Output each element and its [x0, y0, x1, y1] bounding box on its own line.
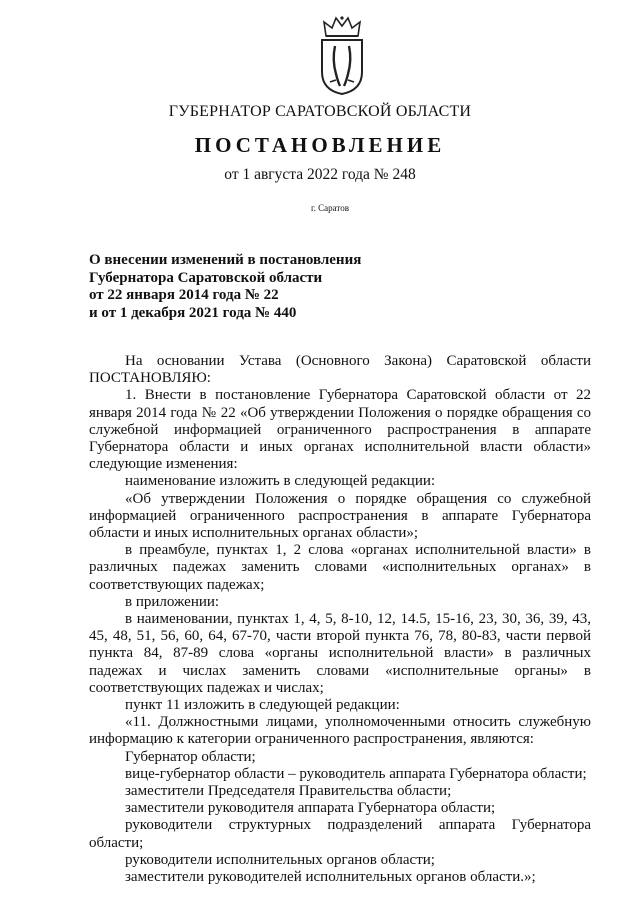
document-type: ПОСТАНОВЛЕНИЕ — [194, 133, 446, 157]
subject-line: от 22 января 2014 года № 22 — [89, 287, 279, 303]
body-paragraph: На основании Устава (Основного Закона) Саратовской области — [125, 353, 591, 369]
body-paragraph: 1. Внести в постановление Губернатора Саратовской области от 22 января 2014 года № 22 «Об утверждении Положения о порядке обращения со служебной информацией ограниченного распространения в аппарате Губернатора области и иных органах исполнительной власти области» следующие изменения: — [89, 387, 591, 473]
body-paragraph: наименование изложить в следующей редакции: — [125, 473, 436, 490]
document-city: г. Саратов — [311, 203, 349, 213]
body-paragraph: вице-губернатор области – руководитель аппарата Губернатора области; — [125, 765, 587, 782]
body-paragraph: «11. Должностными лицами, уполномоченными относить служебную информацию к категории ограниченного распространения, являются: — [89, 714, 591, 748]
subject-line: и от 1 декабря 2021 года № 440 — [89, 304, 297, 321]
body-paragraph: заместители руководителя аппарата Губернатора области; — [125, 800, 496, 817]
body-paragraph: заместители руководителей исполнительных органов области.»; — [125, 869, 536, 886]
authority-title: ГУБЕРНАТОР САРАТОВСКОЙ ОБЛАСТИ — [168, 103, 472, 120]
subject-line: Губернатора Саратовской области — [89, 269, 323, 286]
body-paragraph: пункт 11 изложить в следующей редакции: — [125, 697, 400, 714]
body-paragraph: руководители исполнительных органов области; — [125, 851, 435, 868]
body-paragraph: «Об утверждении Положения о порядке обращения со служебной информацией ограниченного распространения в аппарате Губернатора области и иных исполнительных органах области»; — [89, 490, 591, 542]
body-paragraph: в преамбуле, пунктах 1, 2 слова «органах исполнительной власти» в различных падежах заменить словами «исполнительных органах» в соответствующих падежах; — [89, 542, 591, 593]
document-date-number: от 1 августа 2022 года № 248 — [224, 166, 416, 183]
body-paragraph: руководители структурных подразделений аппарата Губернатора области; — [89, 817, 591, 851]
document-subject — [89, 252, 509, 322]
body-paragraph: ПОСТАНОВЛЯЮ: — [89, 370, 211, 387]
body-paragraph: заместители Председателя Правительства области; — [125, 783, 452, 800]
body-paragraph: в приложении: — [125, 593, 220, 610]
document-body — [89, 353, 591, 886]
body-paragraph: Губернатор области; — [125, 748, 256, 765]
saratov-coat-of-arms-icon — [316, 14, 368, 96]
subject-line: О внесении изменений в постановления — [89, 252, 362, 268]
body-paragraph: в наименовании, пунктах 1, 4, 5, 8-10, 12, 14.5, 15-16, 23, 30, 36, 39, 43, 45, 48, 51, 56, 60, 64, 67-70, части второй пункта 76, 78, 80-83, части первой пункта 84, 87-89 слова «органы исполнительной власти» в различных падежах и числах заменить словами «исполнительные органы» в соответствующих падежах и числах; — [89, 611, 591, 696]
